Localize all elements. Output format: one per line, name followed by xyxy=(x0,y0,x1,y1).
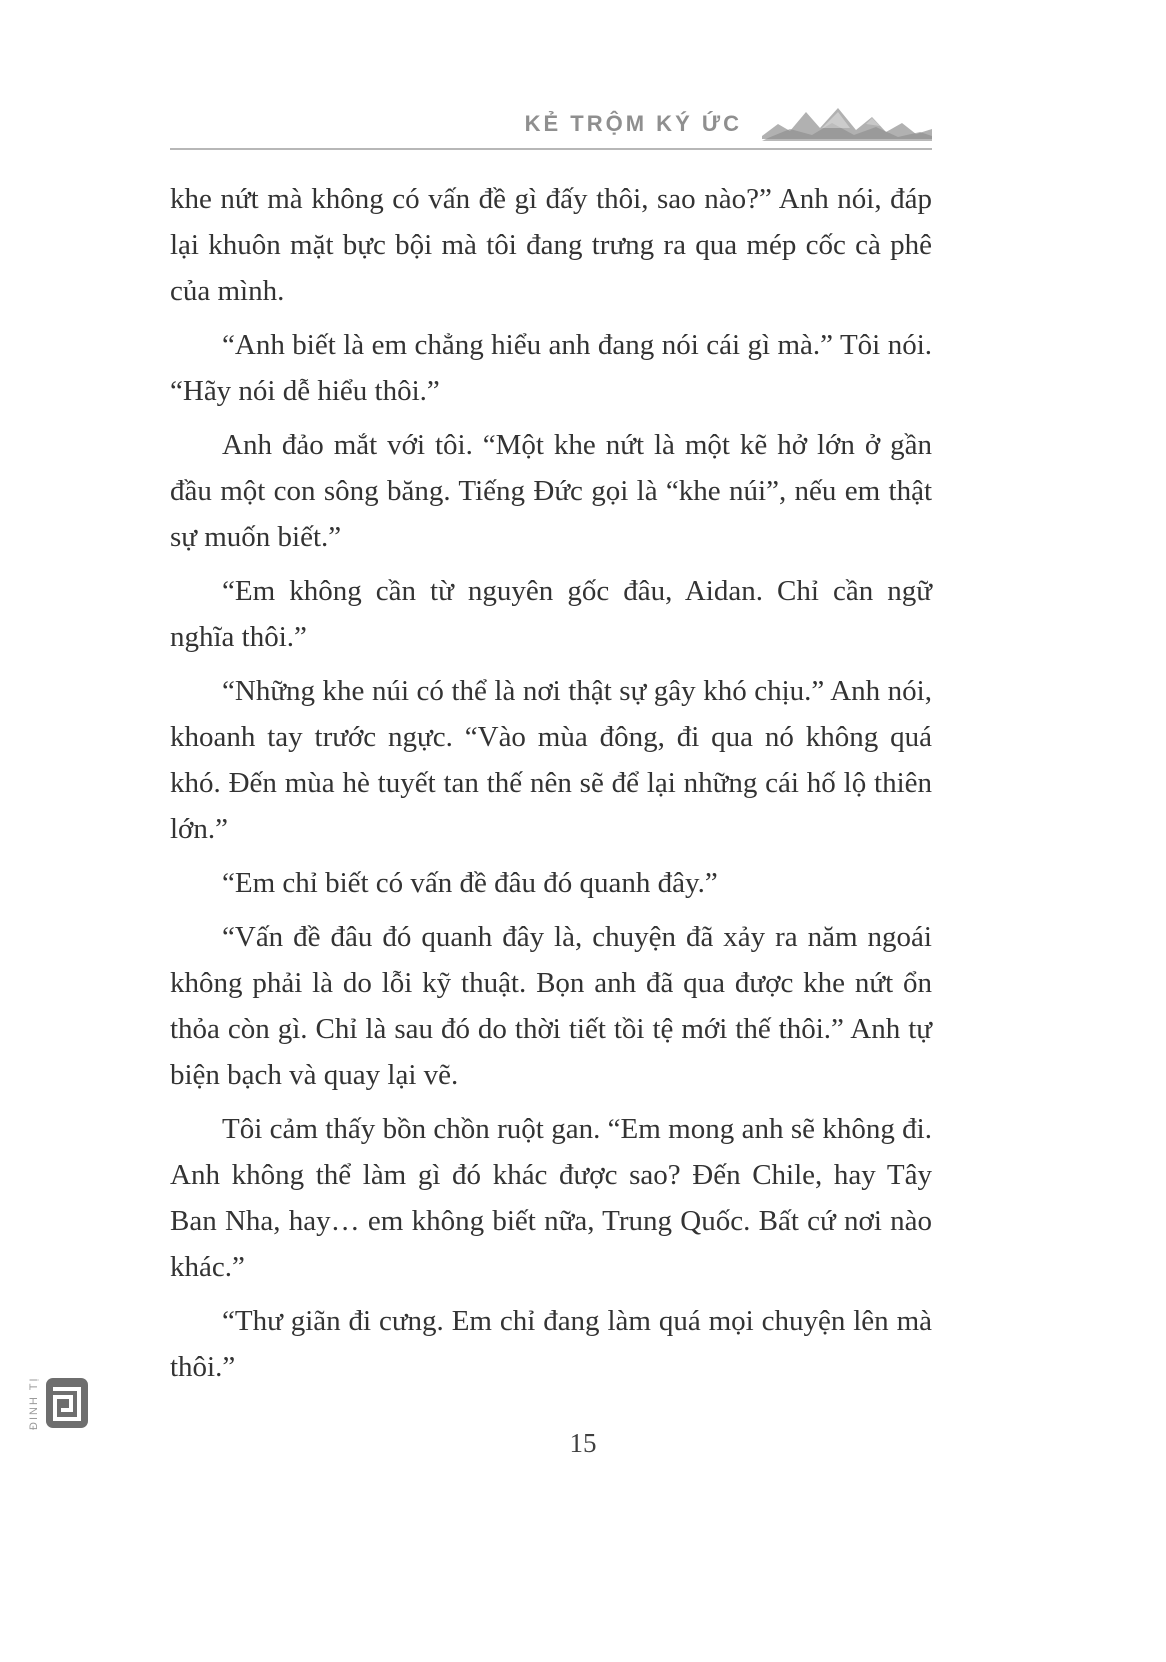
paragraph: “Em chỉ biết có vấn đề đâu đó quanh đây.” xyxy=(222,867,718,899)
header-divider xyxy=(170,148,932,150)
paragraph: “Vấn đề đâu đó quanh đây là, chuyện đã xảy ra năm ngoái không phải là do lỗi kỹ thuật. Bọn anh đã qua được khe nứt ổn thỏa còn gì. Chỉ là sau đó do thời tiết tồi tệ mới thế thôi.” Anh tự biện bạch và quay lại vẽ. xyxy=(170,921,932,1091)
publisher-logo xyxy=(28,1368,90,1430)
page-footer xyxy=(0,1428,1166,1459)
mountain-range-icon xyxy=(762,104,932,144)
page-header xyxy=(170,104,932,144)
page-body xyxy=(170,176,932,1398)
paragraph: “Em không cần từ nguyên gốc đâu, Aidan. Chỉ cần ngữ nghĩa thôi.” xyxy=(170,575,932,653)
paragraph: Anh đảo mắt với tôi. “Một khe nứt là một kẽ hở lớn ở gần đầu một con sông băng. Tiếng Đức gọi là “khe núi”, nếu em thật sự muốn biết.” xyxy=(170,429,932,553)
publisher-maze-icon xyxy=(44,1376,90,1430)
paragraph: “Những khe núi có thể là nơi thật sự gây khó chịu.” Anh nói, khoanh tay trước ngực. “Vào mùa đông, đi qua nó không quá khó. Đến mùa hè tuyết tan thế nên sẽ để lại những cái hố lộ thiên lớn.” xyxy=(170,675,932,845)
publisher-name: ĐINH TỊ xyxy=(28,1376,40,1430)
page-number: 15 xyxy=(569,1428,597,1458)
paragraph: “Anh biết là em chẳng hiểu anh đang nói cái gì mà.” Tôi nói. “Hãy nói dễ hiểu thôi.” xyxy=(170,329,932,407)
paragraph: “Thư giãn đi cưng. Em chỉ đang làm quá mọi chuyện lên mà thôi.” xyxy=(170,1305,932,1383)
paragraph: Tôi cảm thấy bồn chồn ruột gan. “Em mong anh sẽ không đi. Anh không thể làm gì đó khác được sao? Đến Chile, hay Tây Ban Nha, hay… em không biết nữa, Trung Quốc. Bất cứ nơi nào khác.” xyxy=(170,1113,932,1283)
paragraph: khe nứt mà không có vấn đề gì đấy thôi, sao nào?” Anh nói, đáp lại khuôn mặt bực bội mà tôi đang trưng ra qua mép cốc cà phê của mình. xyxy=(170,183,932,307)
book-title: KẺ TRỘM KÝ ỨC xyxy=(524,111,742,136)
